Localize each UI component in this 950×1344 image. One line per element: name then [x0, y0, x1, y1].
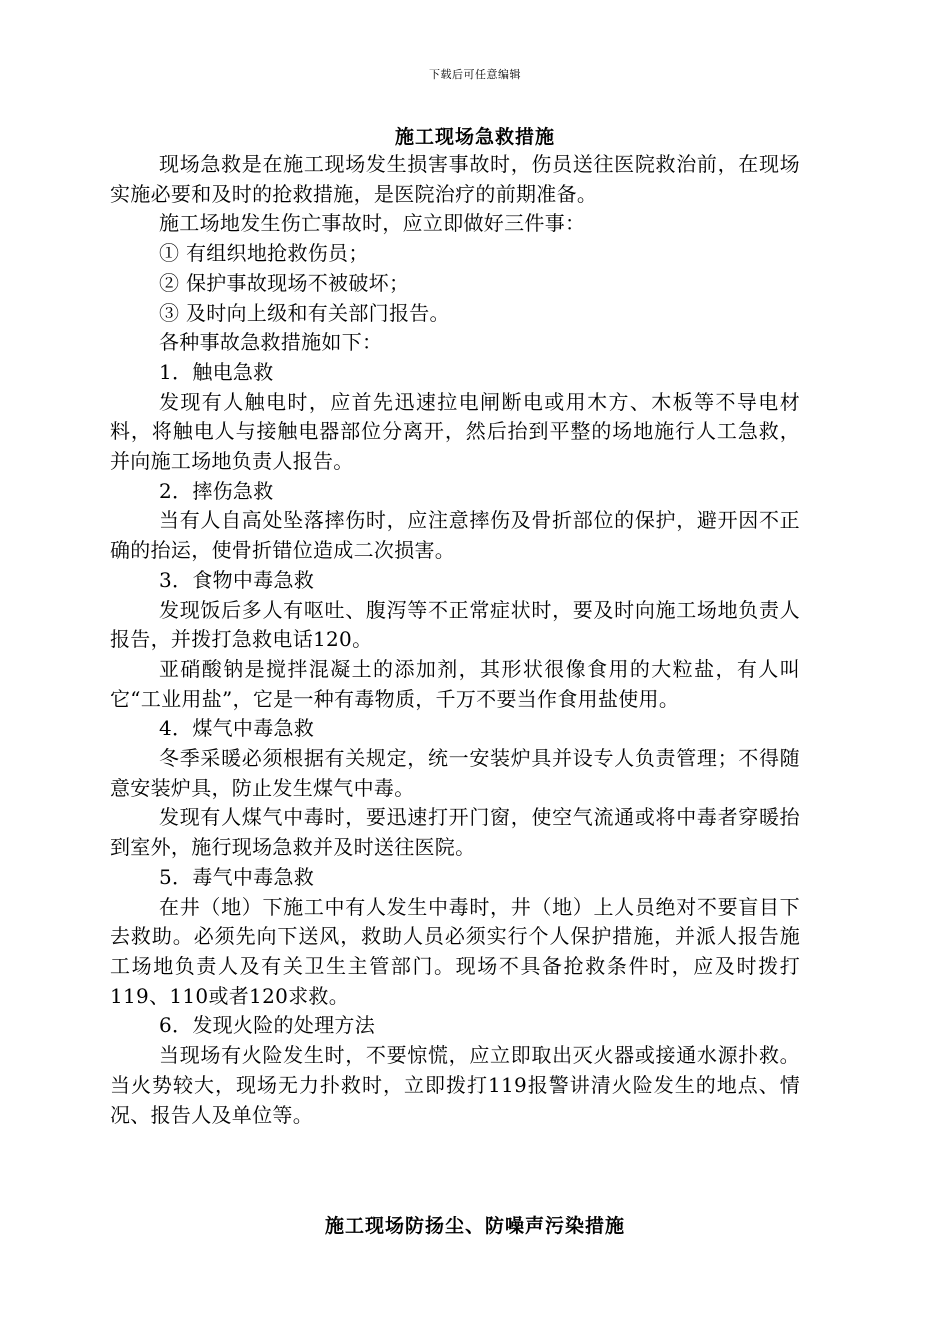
paragraph: 发现有人触电时，应首先迅速拉电闸断电或用木方、木板等不导电材料，将触电人与接触电器部位分离开，然后抬到平整的场地施行人工急救，并向施工场地负责人报告。 — [110, 389, 800, 474]
subheading: 3．食物中毒急救 — [159, 567, 315, 592]
paragraph: 当有人自高处坠落摔伤时，应注意摔伤及骨折部位的保护，避开因不正确的抬运，使骨折错位造成二次损害。 — [110, 508, 800, 563]
subheading: 2．摔伤急救 — [159, 478, 274, 503]
subheading: 5．毒气中毒急救 — [159, 864, 315, 889]
subheading: 1．触电急救 — [159, 359, 274, 384]
paragraph: 各种事故急救措施如下： — [159, 330, 383, 355]
paragraph: 冬季采暖必须根据有关规定，统一安装炉具并设专人负责管理；不得随意安装炉具，防止发生煤气中毒。 — [110, 746, 800, 800]
paragraph: 亚硝酸钠是搅拌混凝土的添加剂，其形状很像食用的大粒盐，有人叫它“工业用盐”，它是一种有毒物质，千万不要当作食用盐使用。 — [110, 656, 800, 711]
paragraph: 现场急救是在施工现场发生损害事故时，伤员送往医院救治前，在现场实施必要和及时的抢救措施，是医院治疗的前期准备。 — [110, 152, 800, 206]
section-title-first-aid: 施工现场急救措施 — [394, 126, 555, 148]
header-note: 下载后可任意编辑 — [429, 68, 521, 81]
paragraph: 当现场有火险发生时，不要惊慌，应立即取出灭火器或接通水源扑救。当火势较大，现场无力扑救时，立即拨打119报警讲清火险发生的地点、情况、报告人及单位等。 — [110, 1043, 800, 1127]
paragraph: 发现有人煤气中毒时，要迅速打开门窗，使空气流通或将中毒者穿暖抬到室外，施行现场急救并及时送往医院。 — [110, 805, 800, 860]
paragraph: 施工场地发生伤亡事故时，应立即做好三件事： — [159, 211, 586, 236]
subheading: 4．煤气中毒急救 — [159, 716, 315, 741]
paragraph: 发现饭后多人有呕吐、腹泻等不正常症状时，要及时向施工场地负责人报告，并拨打急救电话120。 — [110, 597, 800, 652]
first-aid-body — [110, 150, 800, 1130]
list-item: ① 有组织地抢救伤员； — [159, 241, 369, 266]
paragraph: 在井（地）下施工中有人发生中毒时，井（地）上人员绝对不要盲目下去救助。必须先向下送风，救助人员必须实行个人保护措施，并派人报告施工场地负责人及有关卫生主管部门。现场不具备抢救条件时，应及时拨打119、110或者120求救。 — [110, 894, 800, 1008]
list-item: ③ 及时向上级和有关部门报告。 — [159, 300, 450, 325]
list-item: ② 保护事故现场不被破坏； — [159, 270, 410, 295]
section-title-dust-noise: 施工现场防扬尘、防噪声污染措施 — [324, 1215, 625, 1237]
subheading: 6．发现火险的处理方法 — [159, 1013, 376, 1038]
